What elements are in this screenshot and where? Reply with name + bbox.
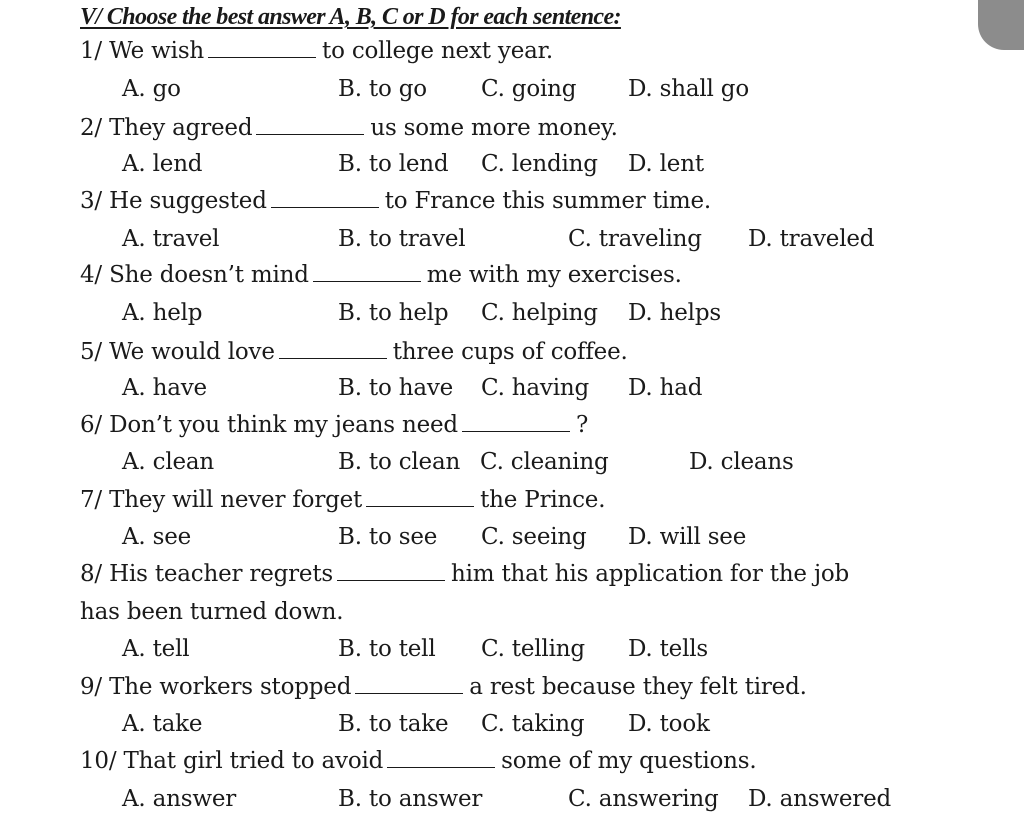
question-8-option-a: A. tell bbox=[122, 636, 190, 662]
exercise-title: V/ Choose the best answer A, B, C or D for each sentence: bbox=[80, 4, 621, 30]
answer-blank bbox=[279, 341, 387, 359]
question-6-text-before: 6/ Don’t you think my jeans need bbox=[80, 412, 458, 438]
question-2-text-before: 2/ They agreed bbox=[80, 115, 253, 141]
question-10-text-after: some of my questions. bbox=[501, 748, 757, 774]
question-2 bbox=[80, 114, 618, 142]
question-6-text-after: ? bbox=[575, 412, 589, 438]
question-1 bbox=[80, 37, 553, 65]
question-9-option-b: B. to take bbox=[338, 711, 449, 737]
question-9-text-before: 9/ The workers stopped bbox=[80, 674, 352, 700]
question-5 bbox=[80, 338, 628, 366]
question-1-text-before: 1/ We wish bbox=[80, 38, 205, 64]
question-3-text-after: to France this summer time. bbox=[384, 188, 712, 214]
question-3-option-b: B. to travel bbox=[338, 226, 466, 252]
corner-overlay bbox=[978, 0, 1024, 50]
question-2-option-b: B. to lend bbox=[338, 151, 449, 177]
question-3-option-c: C. traveling bbox=[568, 226, 702, 252]
question-1-text-after: to college next year. bbox=[322, 38, 553, 64]
question-3-option-a: A. travel bbox=[122, 226, 220, 252]
question-7 bbox=[80, 486, 605, 514]
question-4-option-b: B. to help bbox=[338, 300, 449, 326]
question-1-option-a: A. go bbox=[122, 76, 181, 102]
question-8-option-d: D. tells bbox=[628, 636, 709, 662]
question-10-option-c: C. answering bbox=[568, 786, 719, 812]
question-4-text-after: me with my exercises. bbox=[426, 262, 682, 288]
question-3-text-before: 3/ He suggested bbox=[80, 188, 267, 214]
question-7-text-before: 7/ They will never forget bbox=[80, 487, 363, 513]
question-4-option-a: A. help bbox=[122, 300, 203, 326]
question-8-text-before: 8/ His teacher regrets bbox=[80, 561, 333, 587]
answer-blank bbox=[256, 117, 364, 135]
question-8-continuation: has been turned down. bbox=[80, 599, 344, 625]
question-9-text-after: a rest because they felt tired. bbox=[469, 674, 807, 700]
question-4-option-d: D. helps bbox=[628, 300, 721, 326]
question-10-option-a: A. answer bbox=[122, 786, 237, 812]
question-9 bbox=[80, 673, 807, 701]
question-1-option-d: D. shall go bbox=[628, 76, 749, 102]
question-6-option-c: C. cleaning bbox=[480, 449, 609, 475]
question-5-option-a: A. have bbox=[122, 375, 207, 401]
question-8 bbox=[80, 560, 849, 588]
question-4 bbox=[80, 261, 682, 289]
answer-blank bbox=[387, 750, 495, 768]
answer-blank bbox=[313, 264, 421, 282]
question-1-option-b: B. to go bbox=[338, 76, 427, 102]
question-10-text-before: 10/ That girl tried to avoid bbox=[80, 748, 384, 774]
question-4-text-before: 4/ She doesn’t mind bbox=[80, 262, 309, 288]
question-7-option-c: C. seeing bbox=[481, 524, 587, 550]
question-7-option-a: A. see bbox=[122, 524, 192, 550]
question-2-option-a: A. lend bbox=[122, 151, 203, 177]
question-8-text-after: him that his application for the job bbox=[450, 561, 850, 587]
question-6-option-a: A. clean bbox=[122, 449, 215, 475]
question-9-option-c: C. taking bbox=[481, 711, 585, 737]
question-7-text-after: the Prince. bbox=[480, 487, 606, 513]
question-6 bbox=[80, 411, 588, 439]
question-2-option-d: D. lent bbox=[628, 151, 704, 177]
answer-blank bbox=[337, 563, 445, 581]
question-5-option-b: B. to have bbox=[338, 375, 454, 401]
question-4-option-c: C. helping bbox=[481, 300, 598, 326]
question-5-option-c: C. having bbox=[481, 375, 590, 401]
question-10-option-b: B. to answer bbox=[338, 786, 483, 812]
question-5-option-d: D. had bbox=[628, 375, 703, 401]
answer-blank bbox=[366, 489, 474, 507]
question-7-option-b: B. to see bbox=[338, 524, 438, 550]
question-2-option-c: C. lending bbox=[481, 151, 598, 177]
question-3 bbox=[80, 187, 711, 215]
question-5-text-after: three cups of coffee. bbox=[392, 339, 628, 365]
answer-blank bbox=[355, 676, 463, 694]
question-3-option-d: D. traveled bbox=[748, 226, 875, 252]
question-6-option-b: B. to clean bbox=[338, 449, 461, 475]
question-2-text-after: us some more money. bbox=[370, 115, 618, 141]
question-8-option-b: B. to tell bbox=[338, 636, 436, 662]
answer-blank bbox=[271, 190, 379, 208]
answer-blank bbox=[462, 414, 570, 432]
question-10 bbox=[80, 747, 756, 775]
question-10-option-d: D. answered bbox=[748, 786, 891, 812]
question-6-option-d: D. cleans bbox=[689, 449, 794, 475]
question-1-option-c: C. going bbox=[481, 76, 577, 102]
question-9-option-a: A. take bbox=[122, 711, 203, 737]
question-7-option-d: D. will see bbox=[628, 524, 747, 550]
question-9-option-d: D. took bbox=[628, 711, 710, 737]
answer-blank bbox=[208, 40, 316, 58]
question-8-option-c: C. telling bbox=[481, 636, 585, 662]
question-5-text-before: 5/ We would love bbox=[80, 339, 275, 365]
